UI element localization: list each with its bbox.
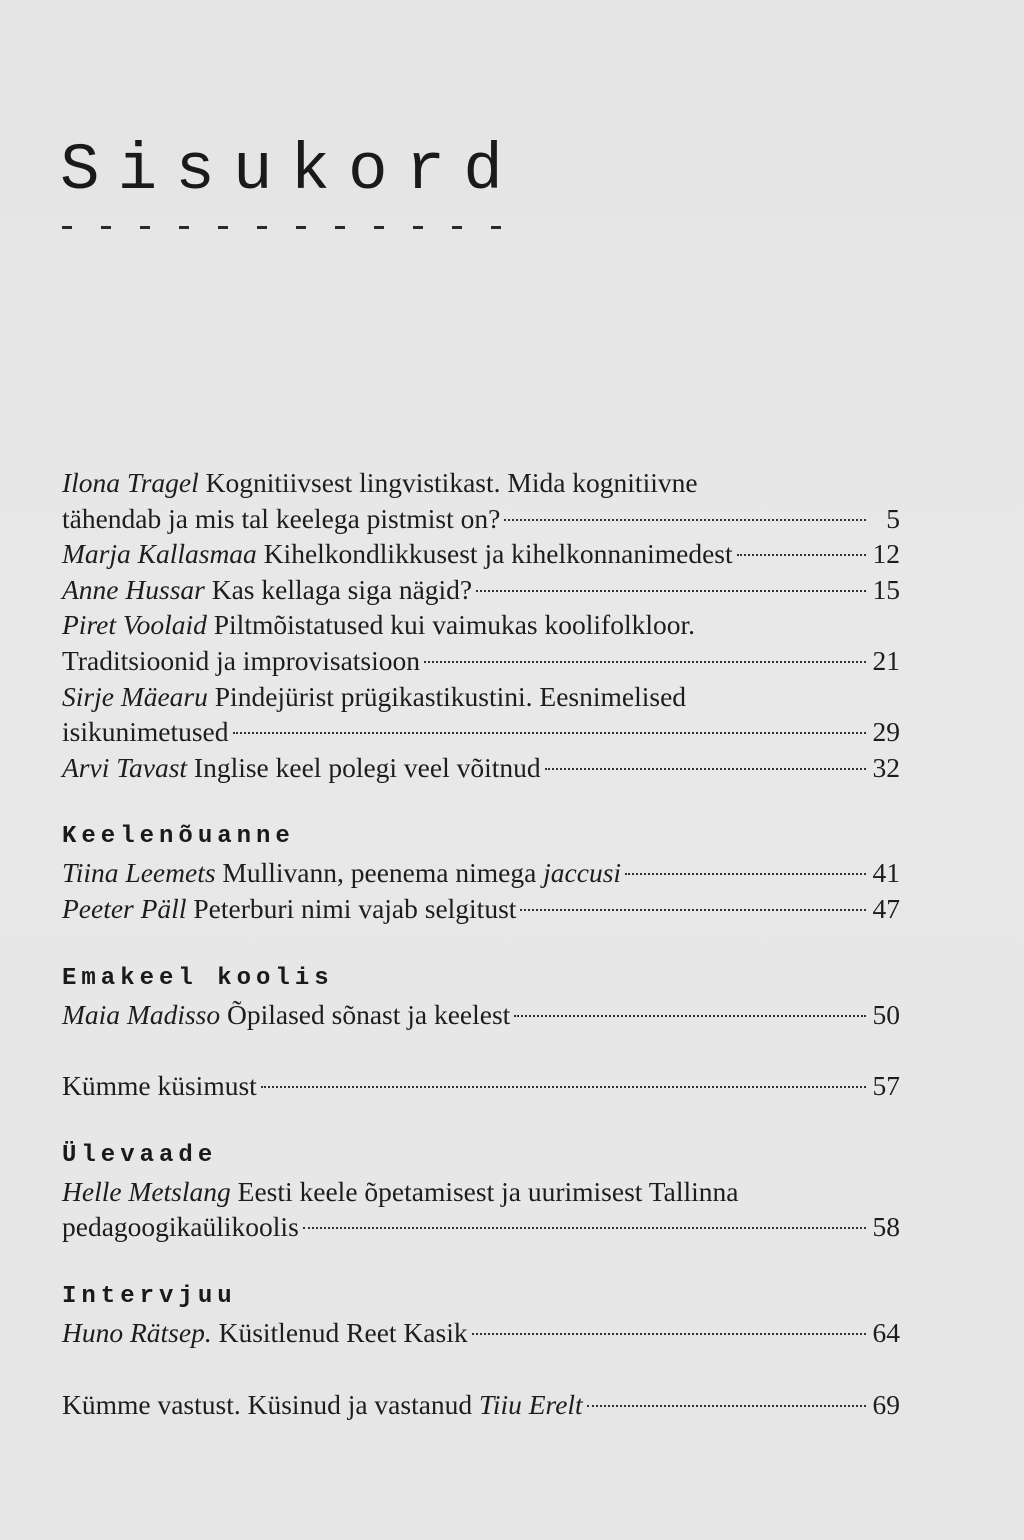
entry-page-number: 32 xyxy=(872,751,900,783)
dot-leader xyxy=(424,661,866,663)
entry-page-number: 57 xyxy=(872,1070,900,1102)
entry-author: Anne Hussar xyxy=(62,573,205,605)
entry-author: Helle Metslang xyxy=(62,1175,231,1207)
toc-entry xyxy=(62,607,900,678)
entry-title-continued: Traditsioonid ja improvisatsioon xyxy=(62,644,421,676)
dot-leader xyxy=(472,1333,866,1335)
entry-title: Mullivann, peenema nimega xyxy=(222,857,537,889)
entry-title: Pindejürist prügikastikustini. Eesnimelised xyxy=(214,680,687,712)
entry-title: Eesti keele õpetamisest ja uurimisest Tallinna xyxy=(237,1175,739,1207)
entry-page-number: 5 xyxy=(886,502,900,534)
entry-page-number: 69 xyxy=(872,1388,900,1420)
entry-author: Tiina Leemets xyxy=(62,857,216,889)
entry-title-continued: pedagoogikaülikoolis xyxy=(62,1211,299,1243)
toc-entry xyxy=(62,891,900,927)
entry-page-number: 50 xyxy=(872,998,900,1030)
toc-entry xyxy=(62,679,900,750)
dot-leader xyxy=(587,1405,866,1407)
entry-page-number: 64 xyxy=(872,1316,900,1348)
entry-author: Peeter Päll xyxy=(62,892,187,924)
toc-entry xyxy=(62,1068,900,1104)
toc-entry xyxy=(62,1387,900,1423)
entry-author: Sirje Mäearu xyxy=(62,680,208,712)
entry-page-number: 21 xyxy=(872,644,900,676)
toc-entry xyxy=(62,1174,900,1245)
page-title: Sisukord xyxy=(60,133,521,208)
entry-page-number: 47 xyxy=(872,892,900,924)
entry-page-number: 29 xyxy=(872,716,900,748)
dot-leader xyxy=(514,1015,866,1017)
title-dashed-rule xyxy=(62,226,528,229)
entry-page-number: 15 xyxy=(872,573,900,605)
entry-author: Arvi Tavast xyxy=(62,751,188,783)
entry-title: Kümme vastust. Küsinud ja vastanud xyxy=(62,1388,473,1420)
dot-leader xyxy=(504,519,866,521)
section-heading-ulevaade: Ülevaade xyxy=(62,1141,218,1169)
entry-author: Huno Rätsep. xyxy=(62,1316,212,1348)
toc-entry xyxy=(62,465,900,536)
entry-page-number: 58 xyxy=(872,1211,900,1243)
entry-title: Kognitiivsest lingvistikast. Mida kognitiivne xyxy=(205,467,698,498)
section-heading-keelenouanne: Keelenõuanne xyxy=(62,823,295,851)
dot-leader xyxy=(520,909,866,911)
entry-title: Õpilased sõnast ja keelest xyxy=(227,998,511,1030)
entry-title: Peterburi nimi vajab selgitust xyxy=(193,892,517,924)
entry-author: Piret Voolaid xyxy=(62,609,207,641)
section-heading-intervjuu: Intervjuu xyxy=(62,1282,237,1310)
toc-entry xyxy=(62,536,900,572)
dot-leader xyxy=(737,554,866,556)
dot-leader xyxy=(233,732,866,734)
entry-page-number: 41 xyxy=(872,857,900,889)
entry-author: Marja Kallasmaa xyxy=(62,538,257,570)
toc-entry xyxy=(62,1315,900,1351)
section-heading-emakeel-koolis: Emakeel koolis xyxy=(62,964,334,992)
entry-author: Maia Madisso xyxy=(62,998,221,1030)
entry-title: Kümme küsimust xyxy=(62,1070,257,1102)
dot-leader xyxy=(476,590,866,592)
dot-leader xyxy=(303,1227,866,1229)
entry-title: Kihelkondlikkusest ja kihelkonnanimedest xyxy=(263,538,733,570)
entry-author: Ilona Tragel xyxy=(62,467,199,498)
dot-leader xyxy=(545,768,866,770)
entry-title-continued: tähendab ja mis tal keelega pistmist on? xyxy=(62,502,501,534)
entry-page-number: 12 xyxy=(872,538,900,570)
toc-entry xyxy=(62,855,900,891)
table-of-contents xyxy=(62,465,900,1422)
dot-leader xyxy=(261,1086,866,1088)
entry-title: Piltmõistatused kui vaimukas koolifolkloor. xyxy=(213,609,695,641)
dot-leader xyxy=(625,873,866,875)
toc-entry xyxy=(62,750,900,786)
entry-author: Tiiu Erelt xyxy=(479,1388,583,1420)
entry-title-continued: isikunimetused xyxy=(62,716,229,748)
toc-entry xyxy=(62,997,900,1033)
toc-entry xyxy=(62,572,900,608)
entry-title-italic: jaccusi xyxy=(543,857,622,889)
entry-title: Küsitlenud Reet Kasik xyxy=(218,1316,468,1348)
entry-title: Inglise keel polegi veel võitnud xyxy=(193,751,541,783)
entry-title: Kas kellaga siga nägid? xyxy=(211,573,473,605)
